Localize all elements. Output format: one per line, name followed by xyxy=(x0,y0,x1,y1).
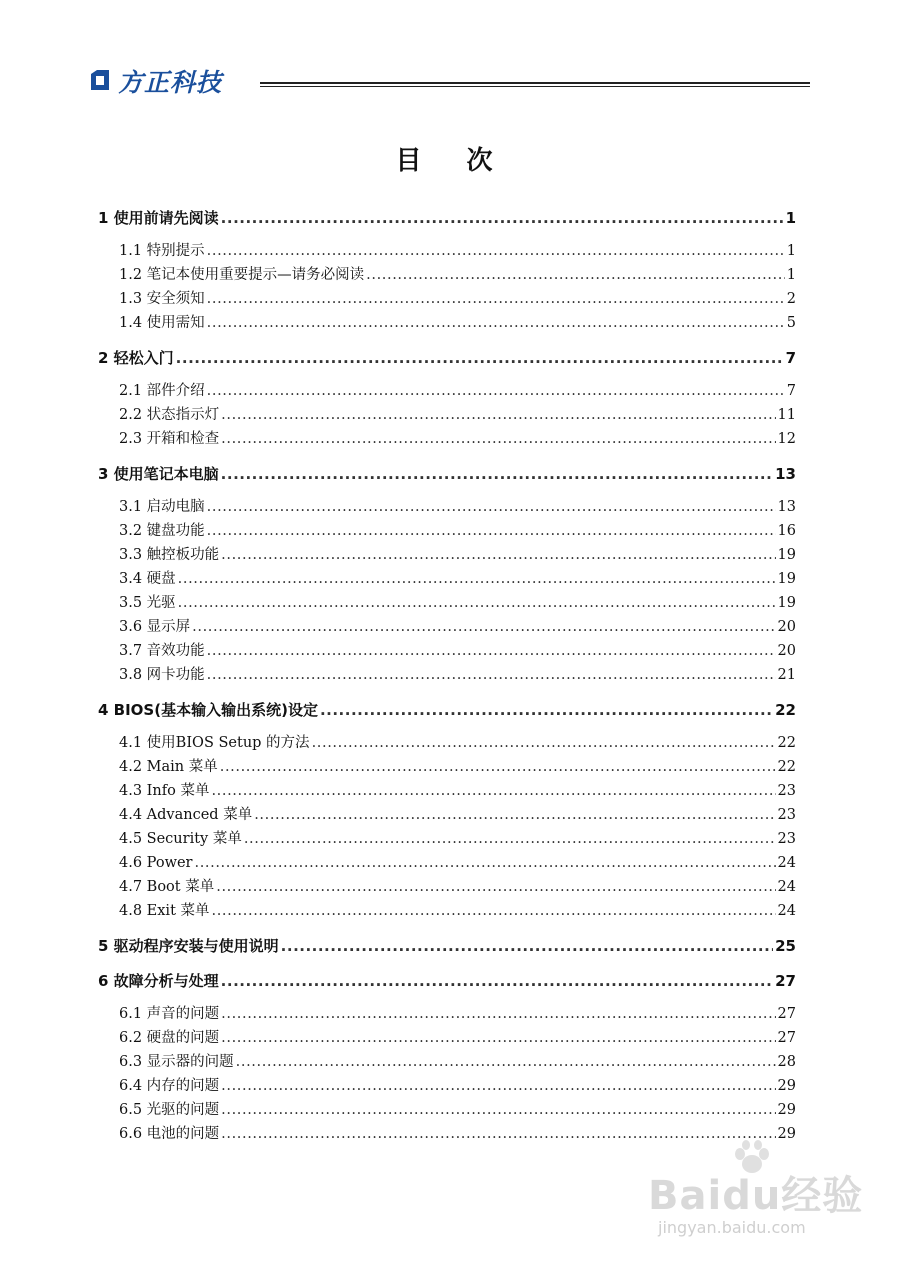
toc-section-entry[interactable] xyxy=(98,519,796,543)
toc-entry-label: 3.4 硬盘 xyxy=(119,571,176,587)
toc-dot-leader xyxy=(221,403,775,427)
toc-page-number: 19 xyxy=(777,595,796,611)
toc-entry-label: 4.2 Main 菜单 xyxy=(119,759,218,775)
toc-dot-leader xyxy=(178,591,776,615)
table-of-contents xyxy=(98,206,796,1146)
toc-dot-leader xyxy=(216,875,775,899)
toc-section-entry[interactable] xyxy=(98,1026,796,1050)
toc-entry-label: 2.3 开箱和检查 xyxy=(119,431,220,447)
toc-dot-leader xyxy=(195,851,776,875)
toc-entry-label: 4.5 Security 菜单 xyxy=(119,831,242,847)
toc-entry-label: 3.6 显示屏 xyxy=(119,619,191,635)
toc-page-number: 24 xyxy=(777,879,796,895)
toc-entry-label: 6.3 显示器的问题 xyxy=(119,1054,234,1070)
toc-section-entry[interactable] xyxy=(98,875,796,899)
toc-section-entry[interactable] xyxy=(98,239,796,263)
toc-chapter-entry[interactable] xyxy=(98,462,796,486)
watermark-text: Baidu经验 xyxy=(648,1173,864,1219)
toc-page-number: 13 xyxy=(775,465,796,483)
toc-dot-leader xyxy=(320,698,773,722)
toc-entry-label: 2 轻松入门 xyxy=(98,349,174,367)
toc-dot-leader xyxy=(221,1074,775,1098)
toc-page-number: 23 xyxy=(777,783,796,799)
toc-page-number: 1 xyxy=(786,243,796,259)
toc-section-entry[interactable] xyxy=(98,567,796,591)
toc-dot-leader xyxy=(207,239,785,263)
toc-section-entry[interactable] xyxy=(98,403,796,427)
toc-dot-leader xyxy=(220,755,776,779)
toc-page-number: 29 xyxy=(777,1102,796,1118)
toc-dot-leader xyxy=(366,263,785,287)
toc-dot-leader xyxy=(221,969,773,993)
toc-dot-leader xyxy=(178,567,776,591)
toc-page-number: 22 xyxy=(777,759,796,775)
toc-section-entry[interactable] xyxy=(98,287,796,311)
toc-dot-leader xyxy=(207,519,776,543)
founder-logo-icon xyxy=(88,69,112,93)
toc-page-number: 24 xyxy=(777,855,796,871)
toc-entry-label: 5 驱动程序安装与使用说明 xyxy=(98,937,279,955)
toc-page-number: 27 xyxy=(777,1006,796,1022)
toc-page-number: 19 xyxy=(777,571,796,587)
toc-dot-leader xyxy=(207,311,785,335)
toc-entry-label: 1.3 安全须知 xyxy=(119,291,205,307)
toc-entry-label: 6.4 内存的问题 xyxy=(119,1078,220,1094)
toc-dot-leader xyxy=(221,1002,775,1026)
toc-entry-label: 4.7 Boot 菜单 xyxy=(119,879,215,895)
toc-page-number: 25 xyxy=(775,937,796,955)
toc-page-number: 19 xyxy=(777,547,796,563)
toc-dot-leader xyxy=(212,899,776,923)
toc-page-number: 7 xyxy=(785,349,796,367)
toc-entry-label: 3.3 触控板功能 xyxy=(119,547,220,563)
toc-dot-leader xyxy=(221,206,784,230)
toc-dot-leader xyxy=(236,1050,776,1074)
toc-page-number: 2 xyxy=(786,291,796,307)
toc-dot-leader xyxy=(207,287,785,311)
toc-section-entry[interactable] xyxy=(98,615,796,639)
toc-entry-label: 1.2 笔记本使用重要提示—请务必阅读 xyxy=(119,267,365,283)
toc-entry-label: 1 使用前请先阅读 xyxy=(98,209,219,227)
brand-name: 方正科技 xyxy=(118,68,223,97)
toc-section-entry[interactable] xyxy=(98,639,796,663)
toc-section-entry[interactable] xyxy=(98,803,796,827)
toc-dot-leader xyxy=(221,543,775,567)
toc-page-number: 12 xyxy=(777,431,796,447)
toc-page-number: 13 xyxy=(777,499,796,515)
toc-page-number: 7 xyxy=(786,383,796,399)
toc-page-number: 16 xyxy=(777,523,796,539)
toc-page-number: 20 xyxy=(777,619,796,635)
toc-entry-label: 4.8 Exit 菜单 xyxy=(119,903,210,919)
toc-section-entry[interactable] xyxy=(98,755,796,779)
toc-dot-leader xyxy=(221,462,773,486)
toc-dot-leader xyxy=(207,379,785,403)
toc-page-number: 24 xyxy=(777,903,796,919)
toc-page-number: 28 xyxy=(777,1054,796,1070)
toc-entry-label: 3.8 网卡功能 xyxy=(119,667,205,683)
toc-chapter-entry[interactable] xyxy=(98,969,796,993)
toc-page-number: 22 xyxy=(777,735,796,751)
toc-dot-leader xyxy=(211,779,775,803)
toc-dot-leader xyxy=(221,427,775,451)
toc-entry-label: 3.1 启动电脑 xyxy=(119,499,205,515)
toc-chapter-entry[interactable] xyxy=(98,934,796,958)
toc-chapter-entry[interactable] xyxy=(98,206,796,230)
toc-page-number: 29 xyxy=(777,1078,796,1094)
toc-dot-leader xyxy=(254,803,775,827)
page-title: 目 次 xyxy=(395,146,511,176)
page-header xyxy=(88,64,810,100)
toc-entry-label: 6.2 硬盘的问题 xyxy=(119,1030,220,1046)
toc-dot-leader xyxy=(281,934,773,958)
toc-dot-leader xyxy=(192,615,775,639)
toc-dot-leader xyxy=(312,731,776,755)
toc-entry-label: 4.3 Info 菜单 xyxy=(119,783,210,799)
toc-section-entry[interactable] xyxy=(98,263,796,287)
toc-entry-label: 4.6 Power xyxy=(119,855,193,871)
toc-section-entry[interactable] xyxy=(98,311,796,335)
toc-section-entry[interactable] xyxy=(98,779,796,803)
header-rule xyxy=(260,82,810,87)
toc-entry-label: 3.5 光驱 xyxy=(119,595,176,611)
toc-entry-label: 1.1 特别提示 xyxy=(119,243,205,259)
toc-entry-label: 3 使用笔记本电脑 xyxy=(98,465,219,483)
toc-section-entry[interactable] xyxy=(98,1050,796,1074)
toc-page-number: 1 xyxy=(786,267,796,283)
toc-section-entry[interactable] xyxy=(98,663,796,687)
toc-page-number: 27 xyxy=(775,972,796,990)
toc-section-entry[interactable] xyxy=(98,899,796,923)
toc-page-number: 22 xyxy=(775,701,796,719)
toc-page-number: 23 xyxy=(777,807,796,823)
toc-section-entry[interactable] xyxy=(98,543,796,567)
toc-dot-leader xyxy=(207,663,776,687)
toc-chapter-entry[interactable] xyxy=(98,346,796,370)
toc-entry-label: 6.1 声音的问题 xyxy=(119,1006,220,1022)
baidu-watermark xyxy=(640,1140,870,1250)
toc-entry-label: 6 故障分析与处理 xyxy=(98,972,219,990)
toc-section-entry[interactable] xyxy=(98,495,796,519)
toc-entry-label: 2.1 部件介绍 xyxy=(119,383,205,399)
toc-page-number: 23 xyxy=(777,831,796,847)
toc-page-number: 20 xyxy=(777,643,796,659)
toc-section-entry[interactable] xyxy=(98,731,796,755)
toc-entry-label: 4 BIOS(基本输入输出系统)设定 xyxy=(98,701,318,719)
toc-dot-leader xyxy=(207,639,776,663)
toc-entry-label: 3.7 音效功能 xyxy=(119,643,205,659)
toc-dot-leader xyxy=(244,827,776,851)
toc-entry-label: 6.5 光驱的问题 xyxy=(119,1102,220,1118)
toc-entry-label: 1.4 使用需知 xyxy=(119,315,205,331)
toc-entry-label: 2.2 状态指示灯 xyxy=(119,407,220,423)
toc-dot-leader xyxy=(176,346,784,370)
toc-dot-leader xyxy=(207,495,776,519)
toc-dot-leader xyxy=(221,1026,775,1050)
toc-entry-label: 3.2 键盘功能 xyxy=(119,523,205,539)
toc-page-number: 1 xyxy=(785,209,796,227)
toc-entry-label: 6.6 电池的问题 xyxy=(119,1126,220,1142)
watermark-url: jingyan.baidu.com xyxy=(658,1218,806,1237)
brand-logo xyxy=(88,64,222,98)
toc-section-entry[interactable] xyxy=(98,379,796,403)
toc-page-number: 27 xyxy=(777,1030,796,1046)
toc-section-entry[interactable] xyxy=(98,427,796,451)
toc-entry-label: 4.1 使用BIOS Setup 的方法 xyxy=(119,735,310,751)
toc-chapter-entry[interactable] xyxy=(98,698,796,722)
toc-section-entry[interactable] xyxy=(98,1098,796,1122)
toc-page-number: 11 xyxy=(777,407,796,423)
toc-section-entry[interactable] xyxy=(98,591,796,615)
toc-page-number: 5 xyxy=(786,315,796,331)
toc-section-entry[interactable] xyxy=(98,1074,796,1098)
toc-page-number: 21 xyxy=(777,667,796,683)
toc-section-entry[interactable] xyxy=(98,827,796,851)
toc-section-entry[interactable] xyxy=(98,851,796,875)
toc-entry-label: 4.4 Advanced 菜单 xyxy=(119,807,253,823)
toc-page-number: 29 xyxy=(777,1126,796,1142)
toc-section-entry[interactable] xyxy=(98,1002,796,1026)
toc-dot-leader xyxy=(221,1098,775,1122)
